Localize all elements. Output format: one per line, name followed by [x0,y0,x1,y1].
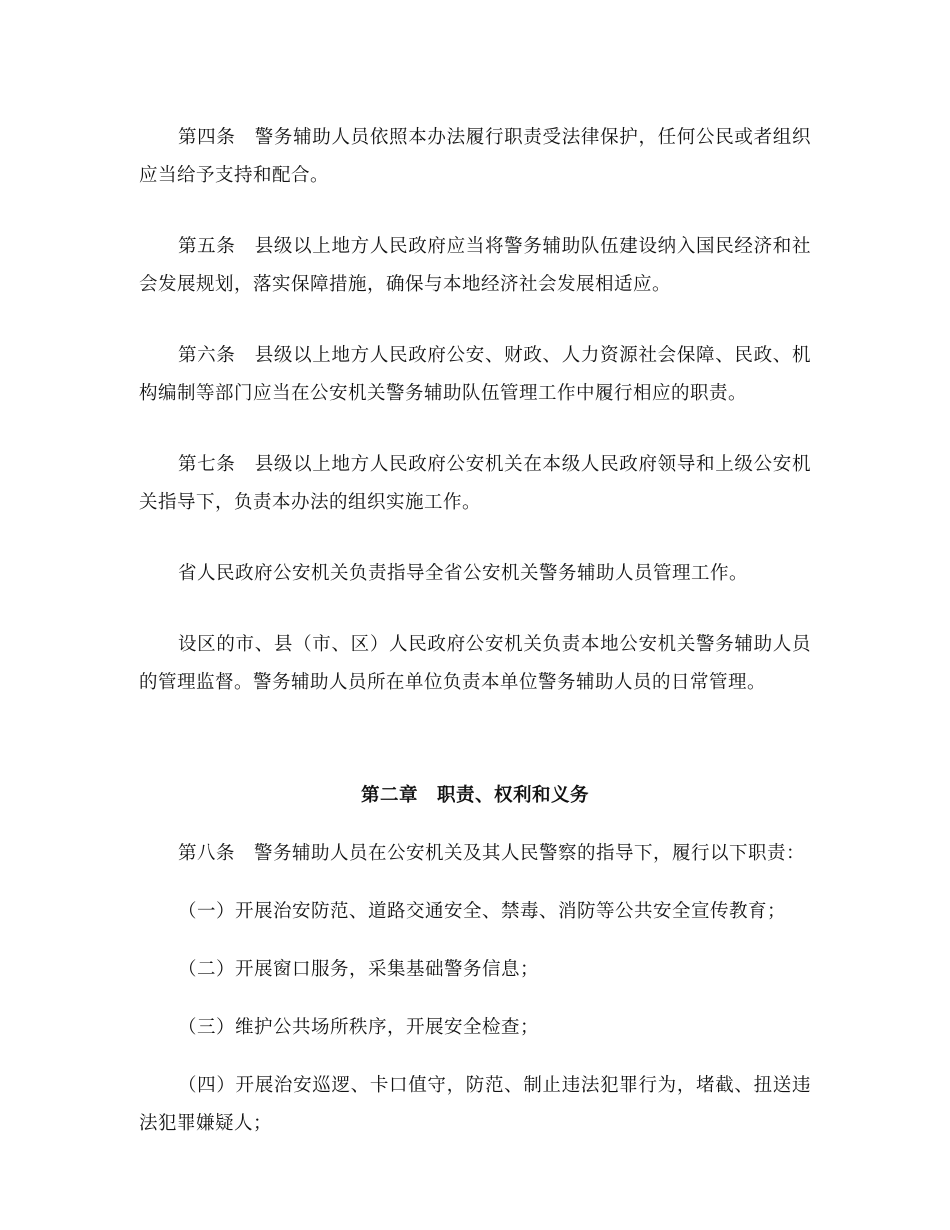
article-7-paragraph-3: 设区的市、县（市、区）人民政府公安机关负责本地公安机关警务辅助人员的管理监督。警务辅助人员所在单位负责本单位警务辅助人员的日常管理。 [139,634,811,693]
article-6: 第六条 县级以上地方人民政府公安、财政、人力资源社会保障、民政、机构编制等部门应当在公安机关警务辅助队伍管理工作中履行相应的职责。 [139,345,811,404]
duty-item-3: （三）维护公共场所秩序，开展安全检查； [178,1017,540,1038]
article-7: 第七条 县级以上地方人民政府公安机关在本级人民政府领导和上级公安机关指导下，负责本办法的组织实施工作。 [139,454,811,513]
article-8: 第八条 警务辅助人员在公安机关及其人民警察的指导下，履行以下职责： [178,843,806,864]
duty-item-4: （四）开展治安巡逻、卡口值守，防范、制止违法犯罪行为，堵截、扭送违法犯罪嫌疑人； [139,1075,811,1134]
article-7-paragraph-2: 省人民政府公安机关负责指导全省公安机关警务辅助人员管理工作。 [178,563,749,584]
duty-item-1: （一）开展治安防范、道路交通安全、禁毒、消防等公共安全宣传教育； [178,901,787,922]
article-4: 第四条 警务辅助人员依照本办法履行职责受法律保护，任何公民或者组织应当给予支持和配合。 [139,127,811,186]
chapter-title: 第二章 职责、权利和义务 [360,785,589,806]
article-5: 第五条 县级以上地方人民政府应当将警务辅助队伍建设纳入国民经济和社会发展规划，落实保障措施，确保与本地经济社会发展相适应。 [139,236,811,295]
duty-item-2: （二）开展窗口服务，采集基础警务信息； [178,959,540,980]
